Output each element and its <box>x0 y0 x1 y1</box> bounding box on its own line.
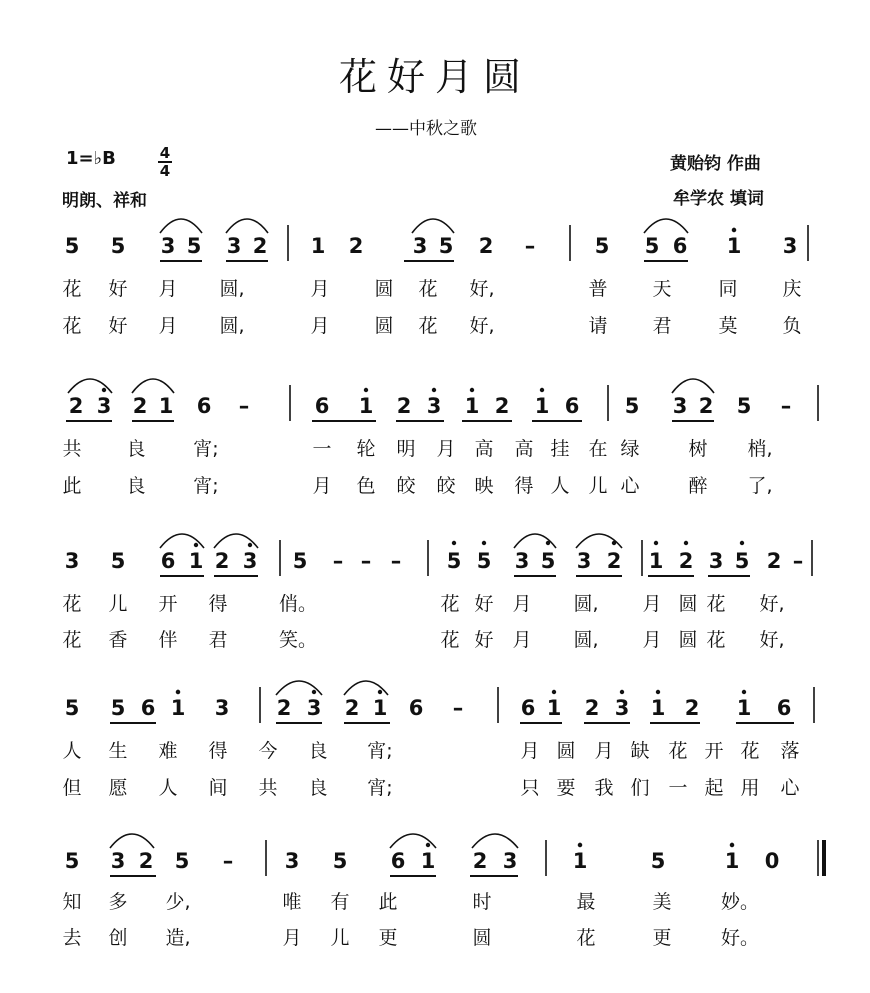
lyric-syllable: 月 <box>512 593 532 615</box>
note: 3 <box>306 696 322 720</box>
note: 3 <box>614 696 630 720</box>
lyric-syllable: 花 <box>440 629 460 651</box>
lyric-syllable: 起 <box>704 777 724 799</box>
note: 5 <box>476 549 492 573</box>
lyric-syllable: 花 <box>62 278 82 300</box>
lyric-syllable: 心 <box>620 475 640 497</box>
note: 2 <box>252 234 268 258</box>
slur <box>576 534 622 548</box>
note: 1 <box>648 549 664 573</box>
note: 5 <box>292 549 308 573</box>
lyric-syllable: 圆, <box>219 278 245 300</box>
note: 2 <box>344 696 360 720</box>
lyric-syllable: 共 <box>62 438 82 460</box>
note: 5 <box>64 849 80 873</box>
note: 5 <box>594 234 610 258</box>
note: 1 <box>464 394 480 418</box>
lyric-syllable: 同 <box>718 278 738 300</box>
lyric-syllable: 有 <box>330 891 350 913</box>
note: 6 <box>196 394 212 418</box>
music-system-4 <box>65 681 814 723</box>
lyricist-credit: 牟学农 填词 <box>673 189 764 209</box>
lyric-syllable: 去 <box>62 927 82 949</box>
note: 2 <box>138 849 154 873</box>
note: 5 <box>736 394 752 418</box>
sustain-dash: – <box>452 696 464 720</box>
lyric-syllable: 此 <box>378 891 398 913</box>
lyric-syllable: 圆 <box>678 593 698 615</box>
note: 3 <box>226 234 242 258</box>
lyric-syllable: 高 <box>514 438 534 460</box>
note: 2 <box>678 549 694 573</box>
lyric-line-5-1 <box>0 887 870 913</box>
slur <box>412 219 454 233</box>
note: 6 <box>672 234 688 258</box>
lyric-syllable: 良 <box>308 740 328 762</box>
sustain-dash: – <box>524 234 536 258</box>
note: 1 <box>420 849 436 873</box>
slur <box>132 379 174 393</box>
lyric-syllable: 得 <box>514 475 534 497</box>
slur <box>514 534 556 548</box>
music-system-5 <box>65 834 824 876</box>
note: 1 <box>372 696 388 720</box>
lyric-syllable: 笑。 <box>278 629 318 651</box>
lyric-syllable: 伴 <box>158 629 178 651</box>
lyric-syllable: 在 <box>588 438 608 460</box>
lyric-syllable: 我 <box>594 777 614 799</box>
octave-dot <box>684 541 688 545</box>
note: 3 <box>514 549 530 573</box>
lyric-syllable: 宵; <box>193 438 219 460</box>
lyric-syllable: 莫 <box>718 315 738 337</box>
lyric-syllable: 知 <box>62 891 82 913</box>
lyric-syllable: 梢, <box>747 438 773 460</box>
lyric-syllable: 皎 <box>396 475 416 497</box>
lyric-syllable: 月 <box>642 593 662 615</box>
lyric-syllable: 香 <box>108 629 128 651</box>
lyric-syllable: 得 <box>208 593 228 615</box>
lyric-syllable: 花 <box>576 927 596 949</box>
lyric-syllable: 花 <box>418 278 438 300</box>
lyric-line-4-2 <box>0 773 870 799</box>
song-title: 花好月圆 <box>338 55 531 99</box>
note: 2 <box>396 394 412 418</box>
lyric-syllable: 花 <box>62 593 82 615</box>
lyric-syllable: 好, <box>469 278 495 300</box>
lyric-syllable: 树 <box>688 438 708 460</box>
note: 6 <box>390 849 406 873</box>
key-signature: 1=♭B <box>66 148 116 169</box>
lyric-syllable: 月 <box>310 315 330 337</box>
lyric-syllable: 好, <box>759 629 785 651</box>
lyric-syllable: 君 <box>208 629 228 651</box>
note: 2 <box>494 394 510 418</box>
lyric-syllable: 愿 <box>108 777 128 799</box>
lyric-syllable: 用 <box>740 777 760 799</box>
octave-dot <box>432 388 436 392</box>
note: 6 <box>160 549 176 573</box>
note: 5 <box>110 549 126 573</box>
octave-dot <box>578 843 582 847</box>
note: 2 <box>584 696 600 720</box>
note: 5 <box>734 549 750 573</box>
lyric-syllable: 最 <box>576 891 596 913</box>
lyric-syllable: 天 <box>652 278 672 300</box>
note: 5 <box>540 549 556 573</box>
note: 5 <box>174 849 190 873</box>
octave-dot <box>742 690 746 694</box>
lyric-syllable: 缺 <box>630 740 650 762</box>
note: 1 <box>358 394 374 418</box>
lyric-syllable: 圆 <box>374 278 394 300</box>
lyric-syllable: 花 <box>706 593 726 615</box>
lyric-syllable: 良 <box>126 475 146 497</box>
octave-dot <box>730 843 734 847</box>
slur <box>472 834 518 848</box>
octave-dot <box>452 541 456 545</box>
lyric-syllable: 唯 <box>282 891 302 913</box>
note: 3 <box>782 234 798 258</box>
sustain-dash: – <box>222 849 234 873</box>
note: 6 <box>776 696 792 720</box>
lyric-syllable: 花 <box>668 740 688 762</box>
lyric-line-3-1 <box>0 589 870 615</box>
note: 1 <box>546 696 562 720</box>
lyric-syllable: 挂 <box>550 438 570 460</box>
lyric-syllable: 月 <box>158 315 178 337</box>
note: 2 <box>766 549 782 573</box>
note: 3 <box>64 549 80 573</box>
lyric-syllable: 共 <box>258 777 278 799</box>
lyric-syllable: 心 <box>780 777 800 799</box>
lyric-syllable: 了, <box>747 475 773 497</box>
octave-dot <box>176 690 180 694</box>
lyric-syllable: 更 <box>378 927 398 949</box>
lyric-syllable: 宵; <box>367 777 393 799</box>
octave-dot <box>364 388 368 392</box>
lyric-syllable: 一 <box>312 438 332 460</box>
lyric-syllable: 一 <box>668 777 688 799</box>
note: 3 <box>110 849 126 873</box>
lyric-syllable: 只 <box>520 777 540 799</box>
lyric-syllable: 好, <box>469 315 495 337</box>
octave-dot <box>552 690 556 694</box>
sustain-dash: – <box>332 549 344 573</box>
note: 6 <box>408 696 424 720</box>
lyric-syllable: 妙。 <box>720 891 760 913</box>
lyric-syllable: 花 <box>418 315 438 337</box>
lyric-syllable: 好 <box>474 629 494 651</box>
note: 5 <box>64 696 80 720</box>
tempo-mood: 明朗、祥和 <box>62 191 147 211</box>
octave-dot <box>102 388 106 392</box>
sustain-dash: – <box>792 549 804 573</box>
lyric-syllable: 难 <box>158 740 178 762</box>
lyric-syllable: 月 <box>312 475 332 497</box>
music-system-1 <box>65 219 808 261</box>
lyric-syllable: 绿 <box>620 438 640 460</box>
note: 1 <box>534 394 550 418</box>
lyric-syllable: 负 <box>782 315 802 337</box>
note: 6 <box>520 696 536 720</box>
lyric-syllable: 们 <box>630 777 650 799</box>
music-system-2 <box>66 379 818 421</box>
note: 1 <box>188 549 204 573</box>
octave-dot <box>540 388 544 392</box>
note: 3 <box>576 549 592 573</box>
note: 2 <box>698 394 714 418</box>
lyric-syllable: 醉 <box>688 475 708 497</box>
slur <box>160 219 202 233</box>
lyric-syllable: 月 <box>642 629 662 651</box>
note: 0 <box>764 849 780 873</box>
lyric-syllable: 轮 <box>356 438 376 460</box>
octave-dot <box>194 543 198 547</box>
sustain-dash: – <box>238 394 250 418</box>
lyric-syllable: 开 <box>158 593 178 615</box>
lyric-syllable: 落 <box>780 740 800 762</box>
lyric-syllable: 月 <box>310 278 330 300</box>
lyric-syllable: 但 <box>62 777 82 799</box>
octave-dot <box>378 690 382 694</box>
lyric-syllable: 圆 <box>374 315 394 337</box>
sustain-dash: – <box>390 549 402 573</box>
lyric-syllable: 少, <box>165 891 191 913</box>
note: 3 <box>214 696 230 720</box>
note: 3 <box>160 234 176 258</box>
lyric-syllable: 圆 <box>678 629 698 651</box>
time-signature-bottom: 4 <box>159 162 171 180</box>
lyric-line-1-1 <box>0 274 870 300</box>
note: 3 <box>708 549 724 573</box>
lyric-syllable: 皎 <box>436 475 456 497</box>
lyric-syllable: 人 <box>550 475 570 497</box>
note: 2 <box>478 234 494 258</box>
composer-credit: 黄贻钧 作曲 <box>670 154 761 174</box>
note: 3 <box>426 394 442 418</box>
lyric-syllable: 明 <box>396 438 416 460</box>
lyric-syllable: 得 <box>208 740 228 762</box>
octave-dot <box>248 543 252 547</box>
note: 2 <box>68 394 84 418</box>
lyric-syllable: 宵; <box>193 475 219 497</box>
lyric-syllable: 普 <box>588 278 608 300</box>
lyric-syllable: 好 <box>474 593 494 615</box>
lyric-line-1-2 <box>0 311 870 337</box>
lyric-syllable: 间 <box>208 777 228 799</box>
note: 2 <box>276 696 292 720</box>
octave-dot <box>656 690 660 694</box>
octave-dot <box>312 690 316 694</box>
lyric-syllable: 月 <box>158 278 178 300</box>
lyric-syllable: 要 <box>556 777 576 799</box>
note: 3 <box>96 394 112 418</box>
lyric-syllable: 造, <box>165 927 191 949</box>
note: 3 <box>502 849 518 873</box>
lyric-syllable: 好 <box>108 315 128 337</box>
lyric-syllable: 创 <box>108 927 128 949</box>
lyric-syllable: 更 <box>652 927 672 949</box>
lyric-syllable: 花 <box>62 315 82 337</box>
octave-dot <box>740 541 744 545</box>
lyric-syllable: 月 <box>436 438 456 460</box>
octave-dot <box>470 388 474 392</box>
lyric-syllable: 儿 <box>330 927 350 949</box>
lyric-line-2-1 <box>0 434 870 460</box>
note: 2 <box>606 549 622 573</box>
note: 5 <box>64 234 80 258</box>
note: 2 <box>348 234 364 258</box>
lyric-syllable: 良 <box>308 777 328 799</box>
note: 5 <box>446 549 462 573</box>
note: 1 <box>650 696 666 720</box>
note: 1 <box>310 234 326 258</box>
note: 5 <box>332 849 348 873</box>
note: 3 <box>672 394 688 418</box>
lyric-syllable: 君 <box>652 315 672 337</box>
lyric-syllable: 月 <box>512 629 532 651</box>
slur <box>672 379 714 393</box>
note: 5 <box>110 696 126 720</box>
note: 1 <box>726 234 742 258</box>
note: 5 <box>624 394 640 418</box>
note: 6 <box>314 394 330 418</box>
lyric-syllable: 良 <box>126 438 146 460</box>
sustain-dash: – <box>780 394 792 418</box>
note: 2 <box>472 849 488 873</box>
note: 1 <box>736 696 752 720</box>
note: 5 <box>110 234 126 258</box>
lyric-syllable: 花 <box>62 629 82 651</box>
slur <box>110 834 154 848</box>
lyric-syllable: 花 <box>706 629 726 651</box>
lyric-line-5-2 <box>0 923 870 949</box>
lyric-syllable: 圆, <box>219 315 245 337</box>
note: 2 <box>684 696 700 720</box>
note: 1 <box>572 849 588 873</box>
music-system-3 <box>65 534 812 576</box>
time-signature-top: 4 <box>159 144 171 162</box>
note: 5 <box>650 849 666 873</box>
song-subtitle: ——中秋之歌 <box>375 119 477 139</box>
lyric-syllable: 月 <box>282 927 302 949</box>
lyric-line-4-1 <box>0 736 870 762</box>
note: 5 <box>186 234 202 258</box>
octave-dot <box>732 228 736 232</box>
note: 2 <box>214 549 230 573</box>
lyric-syllable: 高 <box>474 438 494 460</box>
lyric-syllable: 好, <box>759 593 785 615</box>
note: 3 <box>242 549 258 573</box>
lyric-syllable: 月 <box>520 740 540 762</box>
lyric-syllable: 生 <box>108 740 128 762</box>
slur <box>644 219 688 233</box>
lyric-line-3-2 <box>0 625 870 651</box>
lyric-syllable: 美 <box>652 891 672 913</box>
note: 1 <box>170 696 186 720</box>
note: 6 <box>140 696 156 720</box>
octave-dot <box>426 843 430 847</box>
sustain-dash: – <box>360 549 372 573</box>
note: 1 <box>158 394 174 418</box>
lyric-syllable: 时 <box>472 891 492 913</box>
octave-dot <box>654 541 658 545</box>
lyric-syllable: 色 <box>356 475 376 497</box>
lyric-syllable: 圆, <box>573 593 599 615</box>
lyric-syllable: 请 <box>588 315 608 337</box>
lyric-syllable: 圆, <box>573 629 599 651</box>
note: 6 <box>564 394 580 418</box>
lyric-syllable: 花 <box>740 740 760 762</box>
lyric-syllable: 月 <box>594 740 614 762</box>
lyric-syllable: 好。 <box>720 927 760 949</box>
lyric-syllable: 人 <box>62 740 82 762</box>
lyric-syllable: 映 <box>474 475 494 497</box>
slur <box>226 219 268 233</box>
lyric-syllable: 儿 <box>108 593 128 615</box>
lyric-syllable: 今 <box>258 740 278 762</box>
lyric-syllable: 宵; <box>367 740 393 762</box>
note: 1 <box>724 849 740 873</box>
lyric-line-2-2 <box>0 471 870 497</box>
octave-dot <box>482 541 486 545</box>
lyric-syllable: 好 <box>108 278 128 300</box>
lyric-syllable: 圆 <box>472 927 492 949</box>
lyric-syllable: 人 <box>158 777 178 799</box>
note: 5 <box>438 234 454 258</box>
lyric-syllable: 多 <box>108 891 128 913</box>
note: 2 <box>132 394 148 418</box>
lyric-syllable: 庆 <box>782 278 802 300</box>
note: 3 <box>284 849 300 873</box>
note: 3 <box>412 234 428 258</box>
note: 5 <box>644 234 660 258</box>
octave-dot <box>620 690 624 694</box>
lyric-syllable: 儿 <box>588 475 608 497</box>
lyric-syllable: 此 <box>62 475 82 497</box>
lyric-syllable: 开 <box>704 740 724 762</box>
lyric-syllable: 圆 <box>556 740 576 762</box>
lyric-syllable: 俏。 <box>278 593 318 615</box>
lyric-syllable: 花 <box>440 593 460 615</box>
